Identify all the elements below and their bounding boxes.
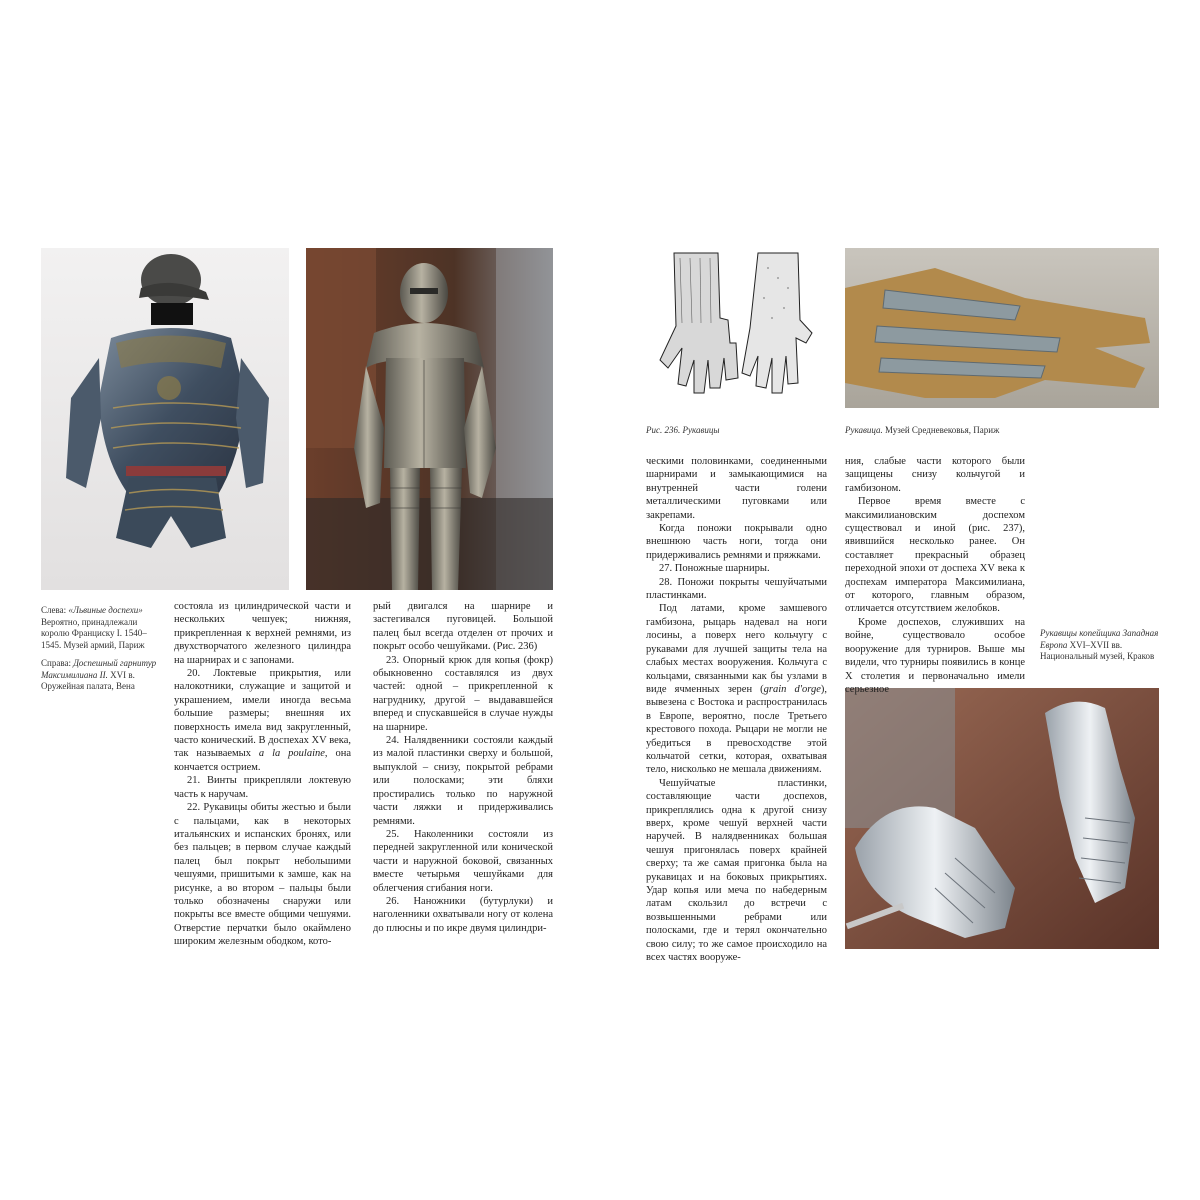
paragraph: 24. Налядвенники состояли каждый из малой пластинки сверху и большой, выпуклой – снизу, покрытой ребрами или полосками; эти бляхи простирались только по наружной части ляжки и придерживались ремнями. — [373, 735, 553, 827]
paragraph: 20. Локтевые прикрытия, или налокотники, служащие и защитой и украшением, имели иногда весьма большие размеры; внешняя их поверхность имела вид закругленный, часто конический. В доспехах XV века, так называемых a la poulaine, она кончается острием. — [174, 668, 351, 773]
caption-fig-236: Рис. 236. Рукавицы — [646, 425, 720, 435]
paragraph: 28. Поножи покрыты чешуйчатыми пластинками. — [646, 576, 827, 602]
paragraph: 26. Наножники (бутурлуки) и наголенники охватывали ногу от колена до плюсны и по икре двумя цилиндри- — [373, 895, 553, 934]
paragraph: Когда поножи покрывали одно внешнюю часть ноги, тогда они придерживались ремнями и пряжками. — [646, 523, 827, 561]
photo-lion-armor — [41, 248, 289, 590]
paragraph: 23. Опорный крюк для копья (фокр) обыкновенно составлялся из двух частей: одной – прикрепленной к нагруднику, другой – выдававшейся вперед и спускавшейся в случае нужды на шарнире. — [373, 654, 553, 733]
caption-mail-glove: Рукавица. Музей Средневековья, Париж — [845, 425, 1000, 435]
paragraph: 27. Поножные шарниры. — [659, 563, 770, 575]
paragraph: Под латами, кроме замшевого гамбизона, рыцарь надевал на ноги лосины, а поверх него кольчугу с рукавами для лучшей защиты тела на слабых местах вооружения. Кольчуга с кольцами, связанными как бы узлами в виде ячменных зерен (grain d'orge), вывезена с Востока и распространилась в Европе, вероятно, после Третьего крестового похода. Рыцари не могли не убедиться в превосходстве этой кольчатой сетки, которая, охватывая тело, нисколько не мешала движениям. — [646, 603, 828, 776]
text-column-2 — [373, 600, 553, 935]
paragraph: Чешуйчатые пластинки, составляющие части доспехов, прикреплялись одна к другой снизу вверх, кроме чешуй верхней части наручей. В налядвенниках большая чешуя пригонялась поверх крайней сверху; та же самая пригонка была на рукавицах и на боковых прикрытиях. Удар копья или меча по набедерным латам скользил до встречи с возвышенными ребрами или полосками, где и терял окончательно свою силу; то же самое происходило на всех частях вооруже- — [646, 777, 827, 964]
figure-236-gloves-drawing — [646, 248, 828, 408]
paragraph: состояла из цилиндрической части и нескольких чешуек; нижняя, прикрепленная к верхней ремнями, из двухстворчатого железного цилиндра на шарнирах и с запонами. — [174, 601, 351, 666]
caption-right-armor: Справа: Доспешный гарнитур Максимилиана II. XVI в. Оружейная палата, Вена — [41, 658, 157, 691]
paragraph: ческими половинками, соединенными шарнирами и замыкающимися на внутренней части голени металлическими пуговками или закрепами. — [646, 456, 827, 521]
text-column-3 — [646, 455, 827, 964]
paragraph: Кроме доспехов, служивших на войне, существовало особое вооружение для турниров. Выше мы видели, что турниры появились в конце X столетия и первоначально имели серьезное — [845, 616, 1025, 695]
text-column-4 — [845, 455, 1025, 696]
paragraph: 22. Рукавицы обиты жестью и были с пальцами, как в некоторых итальянских и испанских бронях, или без пальцев; в первом случае каждый палец был покрыт небольшими чешуями, пришитыми к замше, как на рисунке, а во втором – пальцы были только обозначены снаружи или покрыты все вместе общими чешуями. Отверстие перчатки было окаймлено широким железным ободком, кото- — [174, 802, 351, 948]
paragraph: 25. Наколенники состояли из передней закругленной или конической части и наружной боковой, связанных вместе четырьмя чешуйками для облегчения сгибания ноги. — [373, 828, 553, 894]
text-column-1 — [174, 600, 351, 949]
paragraph: ния, слабые части которого были защищены снизу кольчугой и гамбизоном. — [845, 456, 1025, 494]
caption-left-armor: Слева: «Львиные доспехи» Вероятно, принадлежали королю Франциску I. 1540–1545. Музей армий, Париж — [41, 605, 147, 650]
photo-mail-glove — [845, 248, 1159, 408]
photo-maximilian-armor — [306, 248, 553, 590]
photo-lancer-gauntlets — [845, 688, 1159, 949]
caption-lancer-gauntlets: Рукавицы копейщика Западная Европа XVI–XVII вв. Национальный музей, Краков — [1040, 628, 1159, 661]
paragraph: Первое время вместе с максимилиановским доспехом существовал и иной (рис. 237), явившийся несколько ранее. Он составляет прекрасный образец переходной эпохи от доспеха XV века к доспехам императора Максимилиана, от которого, главным образом, отличается отсутствием желобков. — [845, 496, 1025, 615]
paragraph: рый двигался на шарнире и застегивался пуговицей. Большой палец был всегда отделен от прочих и покрыт особо чешуйками. (Рис. 236) — [373, 601, 553, 653]
caption-left-page — [41, 605, 163, 700]
paragraph: 21. Винты прикрепляли локтевую часть к наручам. — [174, 775, 351, 800]
